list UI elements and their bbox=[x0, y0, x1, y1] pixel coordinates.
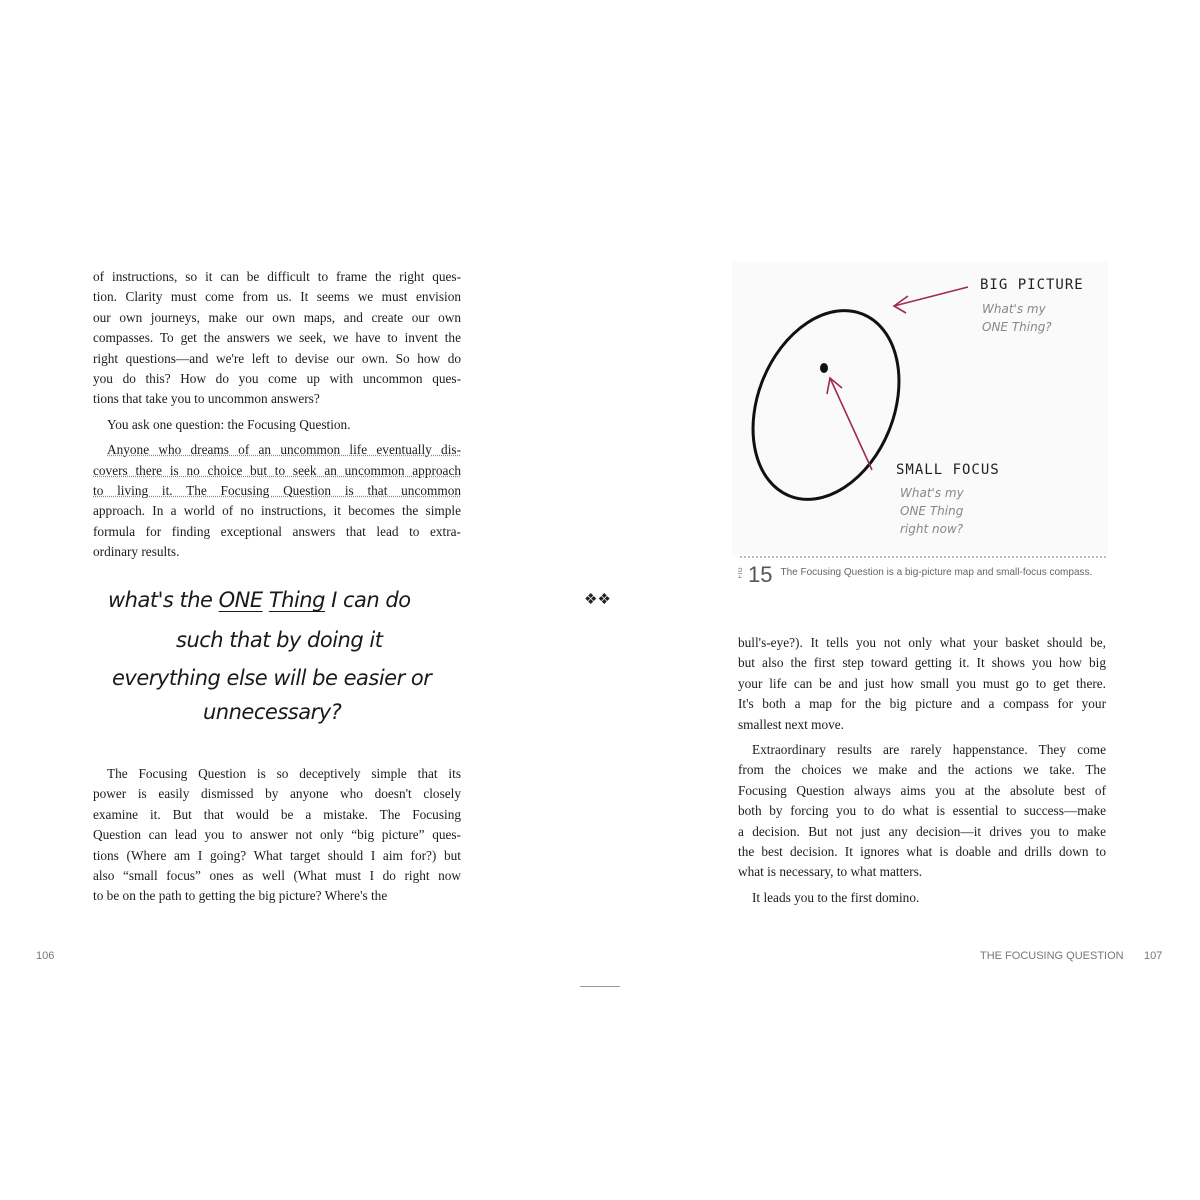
left-text-bottom bbox=[93, 764, 461, 912]
running-head: THE FOCUSING QUESTION bbox=[980, 950, 1124, 962]
paragraph bbox=[93, 440, 461, 562]
text-line: from the choices we make and the actions we take. The bbox=[738, 762, 1106, 778]
hand-line-3: everything else will be easier or bbox=[112, 666, 432, 690]
paragraph bbox=[93, 764, 461, 907]
text-line: Anyone who dreams of an uncommon life eventually dis- bbox=[107, 442, 461, 458]
text-line: The Focusing Question is so deceptively simple that its bbox=[107, 766, 461, 781]
text-line: you do this? How do you come up with uncommon ques- bbox=[93, 370, 461, 386]
text-line: power is easily dismissed by anyone who doesn't closely bbox=[93, 786, 461, 802]
focus-dot bbox=[820, 363, 828, 373]
paragraph bbox=[738, 633, 1106, 735]
text-line: Extraordinary results are rarely happenstance. They come bbox=[752, 741, 1106, 757]
text-line: also “small focus” ones as well (What must I do right now bbox=[93, 867, 461, 883]
left-text-top bbox=[93, 267, 461, 567]
text-line: You ask one question: the Focusing Question. bbox=[107, 416, 351, 432]
text-line: to living it. The Focusing Question is that uncommon bbox=[93, 482, 461, 498]
text-line: covers there is no choice but to seek an uncommon approach bbox=[93, 462, 461, 478]
text-line: ordinary results. bbox=[93, 544, 180, 560]
text-line: It leads you to the first domino. bbox=[752, 889, 920, 905]
page-number-left: 106 bbox=[36, 950, 55, 962]
text-line: smallest next move. bbox=[738, 716, 844, 732]
text-line: but also the first step toward getting it. It shows you how big bbox=[738, 655, 1106, 671]
sub-line: What's my bbox=[900, 486, 964, 500]
sub-line: ONE Thing bbox=[900, 504, 964, 518]
text-line: examine it. But that would be a mistake. The Focusing bbox=[93, 806, 461, 822]
text-line: to be on the path to getting the big picture? Where's the bbox=[93, 888, 388, 904]
hand-text: what's the bbox=[108, 588, 219, 612]
text-line: formula for finding exceptional answers that lead to extra- bbox=[93, 523, 461, 539]
text-line: a decision. But not just any decision—it drives you to make bbox=[738, 823, 1106, 839]
text-line: Focusing Question always aims you at the absolute best of bbox=[738, 782, 1106, 798]
text-line: tions (Where am I going? What target should I aim for?) but bbox=[93, 847, 461, 863]
sub-line: right now? bbox=[900, 522, 964, 536]
ornament: ❖❖ bbox=[584, 592, 611, 608]
figure-number: 15 bbox=[748, 562, 773, 587]
small-focus-sub bbox=[900, 484, 964, 538]
text-line: bull's-eye?). It tells you not only what your basket should be, bbox=[738, 635, 1106, 650]
text-line: of instructions, so it can be difficult to frame the right ques- bbox=[93, 269, 461, 284]
figure-panel bbox=[732, 262, 1108, 554]
big-picture-label: BIG PICTURE bbox=[980, 277, 1084, 293]
paragraph bbox=[738, 740, 1106, 883]
text-line: right questions—and we're left to devise our own. So how do bbox=[93, 350, 461, 366]
text-line: both by forcing you to do what is essential to success—make bbox=[738, 803, 1106, 819]
paragraph bbox=[93, 267, 461, 410]
text-line: your life can be and just how small you must go to get there. bbox=[738, 675, 1106, 691]
text-line: approach. In a world of no instructions, it becomes the simple bbox=[93, 503, 461, 519]
page-number-right: 107 bbox=[1144, 950, 1163, 962]
text-line: compasses. To get the answers we seek, we have to invent the bbox=[93, 330, 461, 346]
figure-divider bbox=[740, 556, 1106, 558]
gutter-mark bbox=[580, 986, 620, 987]
big-picture-sub bbox=[982, 300, 1052, 336]
text-line: tion. Clarity must come from us. It seems we must envision bbox=[93, 289, 461, 305]
text-line: tions that take you to uncommon answers? bbox=[93, 391, 320, 407]
figure-label: FIG bbox=[738, 567, 744, 579]
paragraph bbox=[93, 415, 461, 435]
arrow-big-picture bbox=[894, 287, 968, 313]
hand-line-1 bbox=[108, 588, 411, 612]
big-picture-circle bbox=[732, 289, 926, 522]
paragraph bbox=[738, 888, 1106, 908]
text-line: what is necessary, to what matters. bbox=[738, 864, 923, 880]
text-line: Question can lead you to answer not only “big picture” ques- bbox=[93, 827, 461, 843]
text-line: It's both a map for the big picture and a compass for your bbox=[738, 696, 1106, 712]
figure-caption: The Focusing Question is a big-picture map and small-focus compass. bbox=[780, 567, 1093, 578]
hand-text: I can do bbox=[324, 588, 411, 612]
figure-caption-block bbox=[738, 564, 1100, 586]
right-text bbox=[738, 633, 1106, 913]
hand-line-4: unnecessary? bbox=[203, 700, 342, 724]
hand-one: ONE bbox=[218, 588, 263, 612]
hand-thing: Thing bbox=[268, 588, 325, 612]
hand-line-2: such that by doing it bbox=[176, 628, 383, 652]
arrow-small-focus bbox=[827, 378, 872, 470]
text-line: the best decision. It ignores what is doable and drills down to bbox=[738, 843, 1106, 859]
sub-line: ONE Thing? bbox=[982, 320, 1052, 334]
sub-line: What's my bbox=[982, 302, 1046, 316]
small-focus-label: SMALL FOCUS bbox=[896, 462, 1000, 478]
text-line: our own journeys, make our own maps, and create our own bbox=[93, 309, 461, 325]
